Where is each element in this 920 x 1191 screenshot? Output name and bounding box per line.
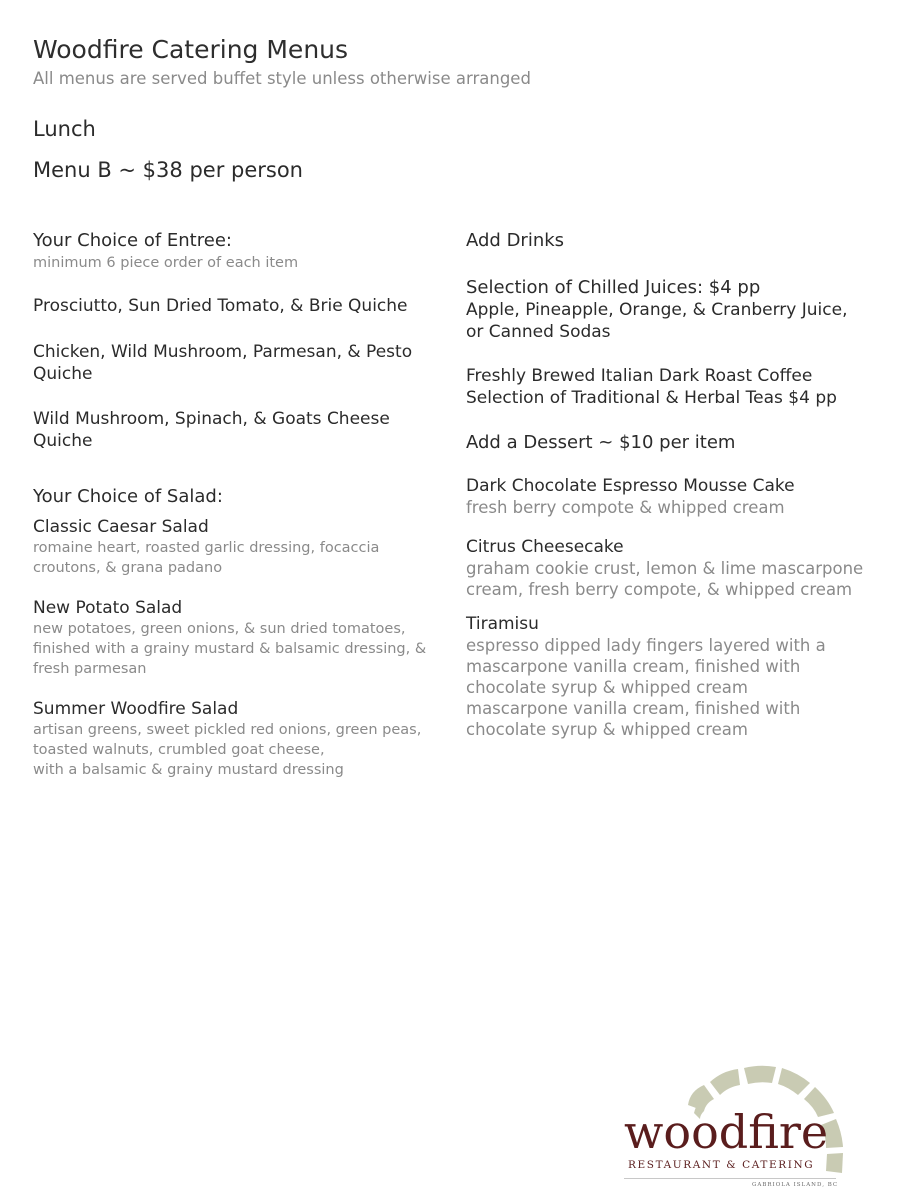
juices-block xyxy=(466,276,886,343)
coffee-line: Freshly Brewed Italian Dark Roast Coffee xyxy=(466,366,813,386)
coffee-line: Selection of Traditional & Herbal Teas $4 pp xyxy=(466,388,837,408)
entree-item xyxy=(33,408,448,452)
dessert-item-name: Dark Chocolate Espresso Mousse Cake xyxy=(466,476,795,496)
salad-item-name: Classic Caesar Salad xyxy=(33,517,209,537)
dessert-item-desc: mascarpone vanilla cream, finished with xyxy=(466,657,801,676)
salad-item-desc: fresh parmesan xyxy=(33,661,147,677)
dessert-item-desc: chocolate syrup & whipped cream xyxy=(466,720,748,739)
salad-item-desc: toasted walnuts, crumbled goat cheese, xyxy=(33,742,325,758)
dessert-item-desc: graham cookie crust, lemon & lime mascarpone xyxy=(466,559,864,578)
dessert-item-desc: chocolate syrup & whipped cream xyxy=(466,678,748,697)
entree-item-line: Quiche xyxy=(33,364,93,384)
dessert-section xyxy=(466,431,886,740)
salad-item-desc: croutons, & grana padano xyxy=(33,560,223,576)
salad-section xyxy=(33,485,448,780)
entree-note: minimum 6 piece order of each item xyxy=(33,255,299,271)
salad-item xyxy=(33,516,448,578)
entree-section xyxy=(33,229,448,452)
drinks-section xyxy=(466,229,886,409)
salad-item-desc: finished with a grainy mustard & balsamic dressing, & xyxy=(33,641,427,657)
salad-item-desc: artisan greens, sweet pickled red onions, green peas, xyxy=(33,722,422,738)
juices-line: or Canned Sodas xyxy=(466,322,611,342)
dessert-heading: Add a Dessert ~ $10 per item xyxy=(466,432,736,453)
dessert-item-desc: espresso dipped lady fingers layered with a xyxy=(466,636,826,655)
salad-item-name: Summer Woodfire Salad xyxy=(33,699,239,719)
logo-wordmark: woodfire xyxy=(624,1105,829,1159)
dessert-item xyxy=(466,613,886,740)
entree-item-line: Wild Mushroom, Spinach, & Goats Cheese xyxy=(33,409,390,429)
logo-divider xyxy=(624,1178,836,1179)
meal-section-label: Lunch xyxy=(33,117,96,141)
entree-item-line: Prosciutto, Sun Dried Tomato, & Brie Quiche xyxy=(33,296,408,316)
juices-title: Selection of Chilled Juices: $4 pp xyxy=(466,277,761,298)
woodfire-logo xyxy=(618,1055,908,1191)
page-subtitle: All menus are served buffet style unless otherwise arranged xyxy=(33,69,531,88)
salad-item-desc: with a balsamic & grainy mustard dressing xyxy=(33,762,344,778)
logo-location: GABRIOLA ISLAND, BC xyxy=(752,1182,839,1188)
menu-header xyxy=(33,34,893,184)
salad-item xyxy=(33,597,448,679)
page-title: Woodfire Catering Menus xyxy=(33,35,349,64)
entree-item xyxy=(33,295,448,317)
left-column xyxy=(33,229,448,780)
entree-item xyxy=(33,341,448,385)
entree-heading: Your Choice of Entree: xyxy=(33,230,232,251)
coffee-block xyxy=(466,365,886,409)
salad-heading: Your Choice of Salad: xyxy=(33,486,223,507)
entree-item-line: Quiche xyxy=(33,431,93,451)
juices-line: Apple, Pineapple, Orange, & Cranberry Juice, xyxy=(466,300,848,320)
dessert-item-desc: cream, fresh berry compote, & whipped cream xyxy=(466,580,853,599)
dessert-item xyxy=(466,475,886,518)
dessert-item-desc: mascarpone vanilla cream, finished with xyxy=(466,699,801,718)
salad-item-name: New Potato Salad xyxy=(33,598,183,618)
salad-item xyxy=(33,698,448,780)
menu-price-label: Menu B ~ $38 per person xyxy=(33,158,303,182)
entree-item-line: Chicken, Wild Mushroom, Parmesan, & Pesto xyxy=(33,342,413,362)
logo-tagline: RESTAURANT & CATERING xyxy=(628,1159,815,1171)
salad-item-desc: new potatoes, green onions, & sun dried tomatoes, xyxy=(33,621,406,637)
dessert-item xyxy=(466,536,886,600)
dessert-item-name: Tiramisu xyxy=(466,614,539,634)
dessert-item-desc: fresh berry compote & whipped cream xyxy=(466,498,785,517)
salad-item-desc: romaine heart, roasted garlic dressing, focaccia xyxy=(33,540,380,556)
dessert-item-name: Citrus Cheesecake xyxy=(466,537,624,557)
right-column xyxy=(466,229,886,740)
drinks-heading: Add Drinks xyxy=(466,230,565,251)
